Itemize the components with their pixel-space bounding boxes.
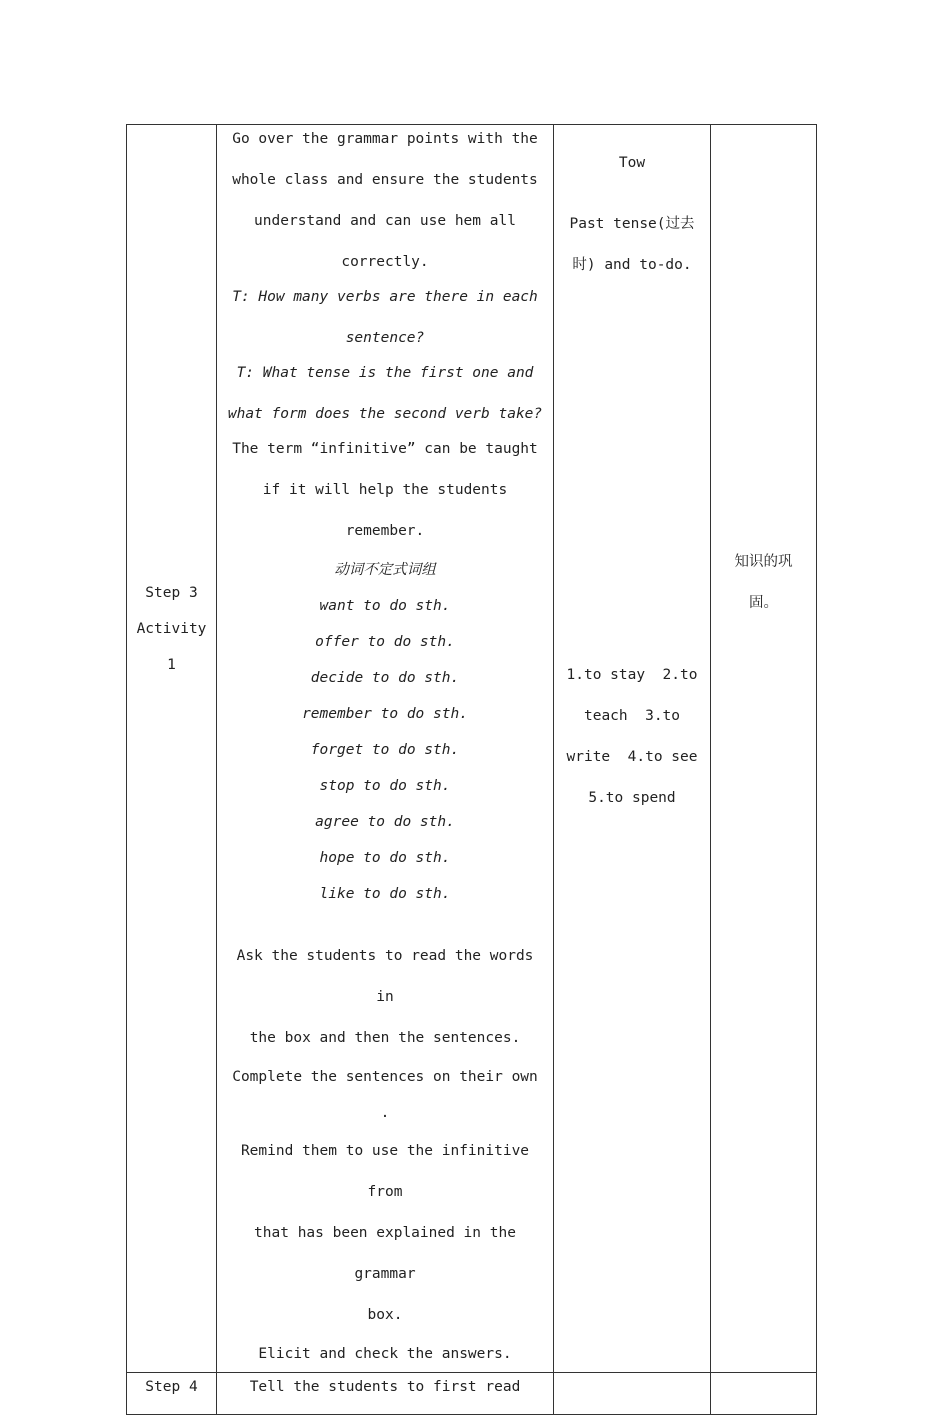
phrase-list (225, 588, 545, 912)
step4-label: Step 4 (145, 1379, 198, 1395)
purpose-text: 知识的巩 固。 (734, 554, 793, 611)
step-cell (127, 1373, 217, 1415)
list-item: decide to do sth. (310, 670, 460, 686)
term-paragraph: The term “infinitive” can be taught if it will help the students remember. (232, 441, 538, 539)
answer-list: 1.to stay 2.to teach 3.to write 4.to see 5.to spend (566, 667, 698, 806)
procedure-cell (217, 1373, 554, 1415)
table-row-step3 (127, 125, 817, 1373)
step3-label: Step 3 Activity 1 (136, 585, 207, 673)
list-item: like to do sth. (319, 886, 451, 902)
question-1: T: How many verbs are there in each sentence? (232, 289, 538, 346)
intro-paragraph: Go over the grammar points with the whole class and ensure the students understand and can use hem all correctly. (232, 131, 538, 270)
list-item: agree to do sth. (315, 814, 455, 830)
remind-paragraph: Remind them to use the infinitive from that has been explained in the grammar box. (240, 1143, 530, 1323)
content-topic: Tow Past tense(过去 时) and to-do. (569, 155, 695, 273)
content-cell (554, 125, 711, 1373)
procedure-cell (217, 125, 554, 1373)
list-item: forget to do sth. (310, 742, 460, 758)
purpose-cell (711, 1373, 817, 1415)
phrase-heading: 动词不定式词组 (334, 562, 436, 578)
content-cell (554, 1373, 711, 1415)
list-item: want to do sth. (319, 598, 451, 614)
list-item: hope to do sth. (319, 850, 451, 866)
question-2: T: What tense is the first one and what form does the second verb take? (227, 365, 543, 422)
list-item: stop to do sth. (319, 778, 451, 794)
purpose-cell (711, 125, 817, 1373)
list-item: offer to do sth. (315, 634, 455, 650)
table-row-step4 (127, 1373, 817, 1415)
list-item: remember to do sth. (302, 706, 468, 722)
elicit-paragraph: Elicit and check the answers. (258, 1346, 512, 1362)
lesson-plan-table (126, 124, 817, 1415)
complete-paragraph: Complete the sentences on their own . (232, 1069, 538, 1121)
ask-paragraph: Ask the students to read the words in the box and then the sentences. (236, 948, 534, 1046)
step-cell (127, 125, 217, 1373)
step4-procedure: Tell the students to first read (249, 1379, 521, 1395)
